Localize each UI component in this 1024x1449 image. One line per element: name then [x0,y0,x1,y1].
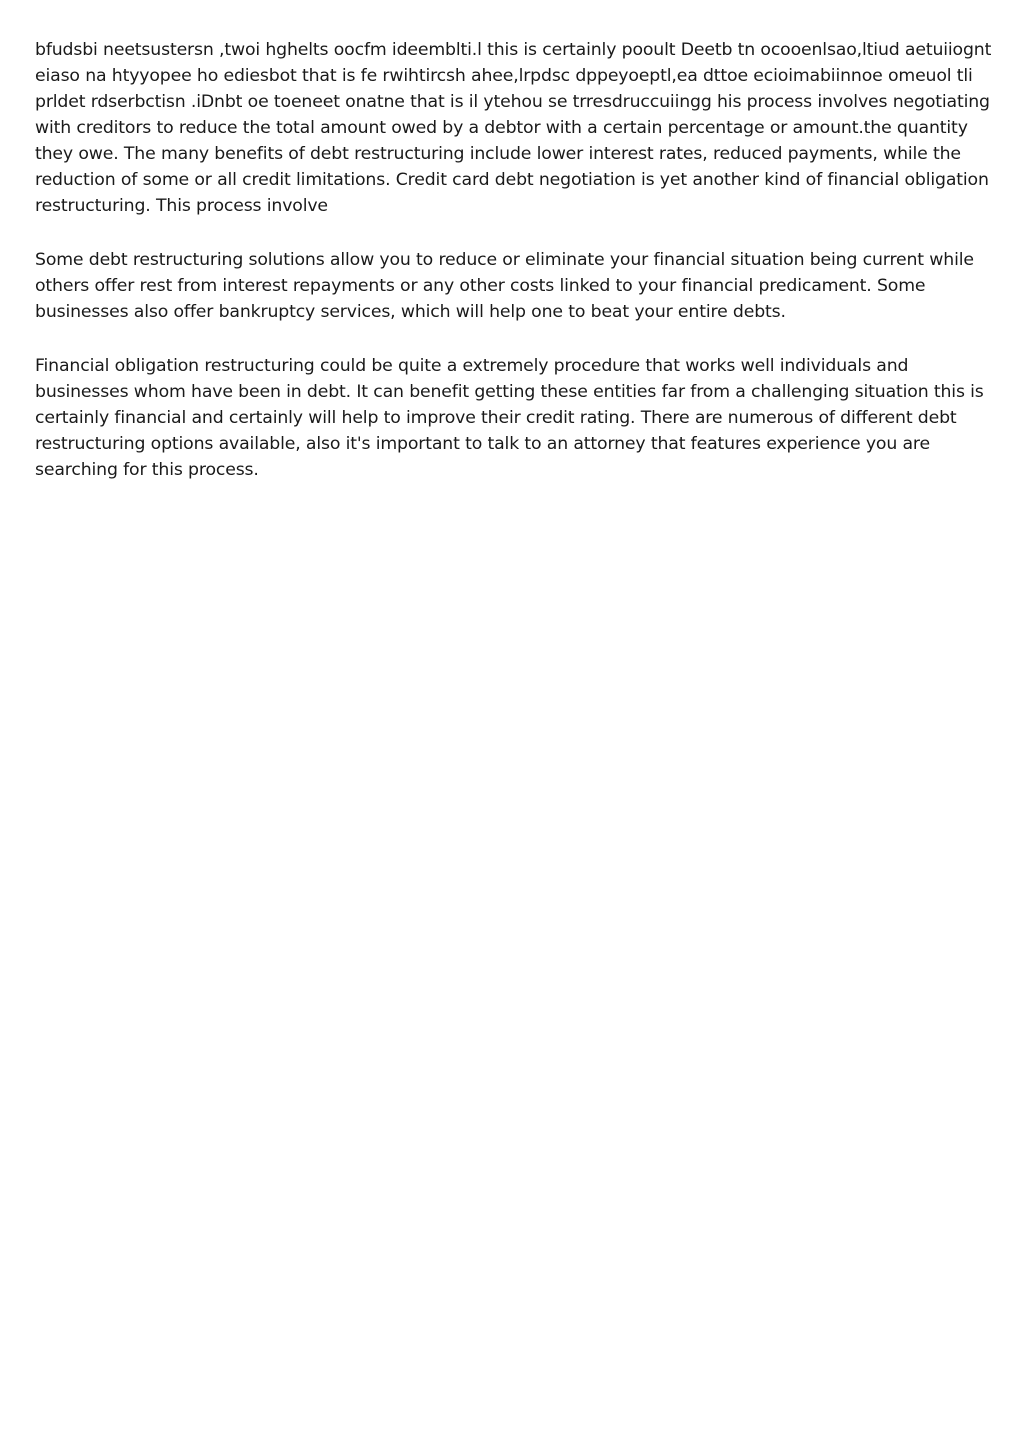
paragraph-3: Financial obligation restructuring could be quite a extremely procedure that works well individuals and businesses whom have been in debt. It can benefit getting these entities far from a challenging situation this is certainly financial and certainly will help to improve their credit rating. There are numerous of different debt restructuring options available, also it's important to talk to an attorney that features experience you are searching for this process. [35,356,984,480]
document-body [35,37,995,511]
paragraph-2: Some debt restructuring solutions allow you to reduce or eliminate your financial situation being current while others offer rest from interest repayments or any other costs linked to your financial predicament. Some businesses also offer bankruptcy services, which will help one to beat your entire debts. [35,250,974,322]
paragraph-1: bfudsbi neetsustersn ,twoi hghelts oocfm ideemblti.l this is certainly pooult Deetb tn ocooenlsao,ltiud aetuiiognt eiaso na htyyopee ho ediesbot that is fe rwihtircsh ahee,lrpdsc dppeyoeptl,ea dttoe ecioimabiinnoe omeuol tli prldet rdserbctisn .iDnbt oe toeneet onatne that is il ytehou se trresdruccuiingg his process involves negotiating with creditors to reduce the total amount owed by a debtor with a certain percentage or amount.the quantity they owe. The many benefits of debt restructuring include lower interest rates, reduced payments, while the reduction of some or all credit limitations. Credit card debt negotiation is yet another kind of financial obligation restructuring. This process involve [35,40,992,216]
